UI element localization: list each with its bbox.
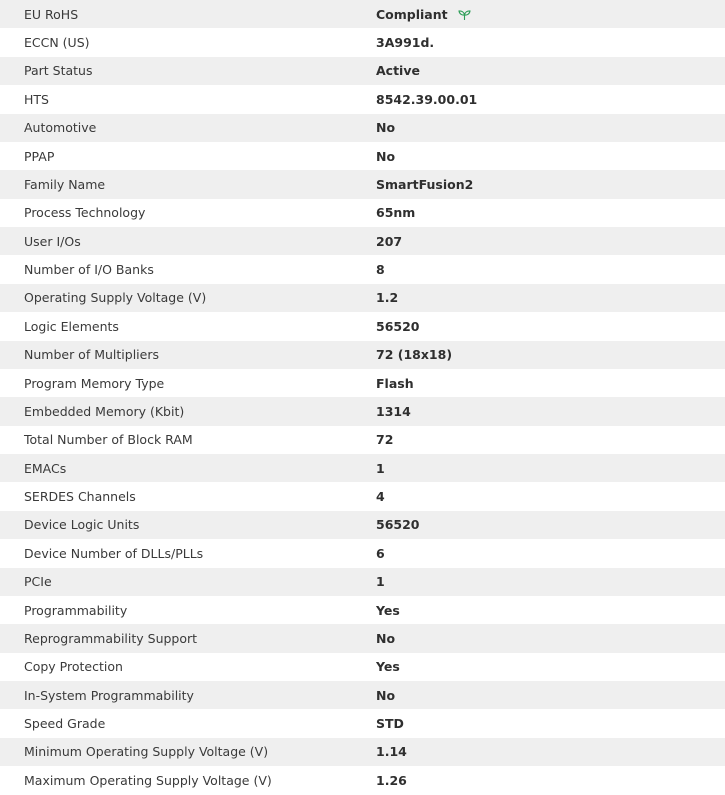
attribute-label: Maximum Operating Supply Voltage (V)	[24, 772, 272, 788]
attribute-label: EU RoHS	[24, 6, 79, 22]
attribute-value: 207	[376, 233, 403, 249]
attribute-value: 4	[376, 489, 385, 505]
attribute-value: 1.26	[376, 772, 407, 788]
attribute-label: Minimum Operating Supply Voltage (V)	[24, 744, 269, 760]
table-row	[0, 568, 725, 596]
table-row	[0, 28, 725, 56]
table-row	[0, 142, 725, 170]
attribute-value: 72 (18x18)	[376, 347, 453, 363]
attribute-value: 6	[376, 545, 385, 561]
attribute-label: Device Logic Units	[24, 517, 140, 533]
attribute-value: 72	[376, 432, 394, 448]
attribute-value: 1.2	[376, 290, 399, 306]
attribute-value: No	[376, 120, 396, 136]
table-row	[0, 312, 725, 340]
table-row	[0, 0, 725, 28]
rohs-status: Compliant	[376, 6, 448, 22]
table-row	[0, 426, 725, 454]
table-row	[0, 539, 725, 567]
attribute-value: 8	[376, 262, 385, 278]
table-row	[0, 255, 725, 283]
attribute-label: SERDES Channels	[24, 489, 136, 505]
attribute-value: No	[376, 687, 396, 703]
attribute-label: Part Status	[24, 63, 93, 79]
attribute-label: Number of I/O Banks	[24, 262, 154, 278]
table-row	[0, 397, 725, 425]
table-row	[0, 170, 725, 198]
attribute-label: Number of Multipliers	[24, 347, 159, 363]
attribute-value: 1.14	[376, 744, 407, 760]
attribute-label: Automotive	[24, 120, 97, 136]
table-row	[0, 624, 725, 652]
table-row	[0, 709, 725, 737]
table-row	[0, 511, 725, 539]
attribute-value: STD	[376, 716, 404, 732]
table-row	[0, 227, 725, 255]
attribute-label: In-System Programmability	[24, 687, 194, 703]
attribute-value: Yes	[376, 659, 400, 675]
attribute-value: No	[376, 148, 396, 164]
attribute-label: Programmability	[24, 602, 128, 618]
attribute-value: 1	[376, 574, 385, 590]
attribute-label: ECCN (US)	[24, 35, 90, 51]
table-row	[0, 482, 725, 510]
attribute-value: Flash	[376, 375, 414, 391]
table-row	[0, 454, 725, 482]
attribute-value: No	[376, 630, 396, 646]
attribute-value: 3A991d.	[376, 35, 435, 51]
attribute-label: Total Number of Block RAM	[24, 432, 193, 448]
table-row	[0, 85, 725, 113]
table-row	[0, 653, 725, 681]
attribute-label: Operating Supply Voltage (V)	[24, 290, 207, 306]
table-row	[0, 341, 725, 369]
leaf-icon	[458, 9, 471, 21]
attribute-value	[376, 0, 725, 28]
attribute-value: 56520	[376, 517, 420, 533]
attribute-value: 65nm	[376, 205, 416, 221]
table-row	[0, 199, 725, 227]
table-row	[0, 681, 725, 709]
table-row	[0, 114, 725, 142]
attribute-value: 8542.39.00.01	[376, 91, 478, 107]
attribute-label: HTS	[24, 91, 49, 107]
attribute-label: Logic Elements	[24, 318, 119, 334]
attribute-label: Embedded Memory (Kbit)	[24, 403, 185, 419]
table-row	[0, 596, 725, 624]
attribute-label: User I/Os	[24, 233, 81, 249]
table-row	[0, 369, 725, 397]
table-row	[0, 766, 725, 794]
attribute-value: 1	[376, 460, 385, 476]
attribute-value: 56520	[376, 318, 420, 334]
attribute-value: SmartFusion2	[376, 176, 474, 192]
attribute-label: Process Technology	[24, 205, 146, 221]
attribute-label: Family Name	[24, 176, 106, 192]
attribute-label: PCIe	[24, 574, 52, 590]
attribute-label: Reprogrammability Support	[24, 630, 198, 646]
attribute-label: PPAP	[24, 148, 55, 164]
attribute-label: Program Memory Type	[24, 375, 165, 391]
table-row	[0, 284, 725, 312]
attribute-value: Yes	[376, 602, 400, 618]
attribute-label: Copy Protection	[24, 659, 123, 675]
attribute-value: Active	[376, 63, 420, 79]
table-row	[0, 738, 725, 766]
attribute-label: Device Number of DLLs/PLLs	[24, 545, 204, 561]
attribute-label: Speed Grade	[24, 716, 106, 732]
table-row	[0, 57, 725, 85]
attribute-label: EMACs	[24, 460, 67, 476]
attribute-value: 1314	[376, 403, 411, 419]
